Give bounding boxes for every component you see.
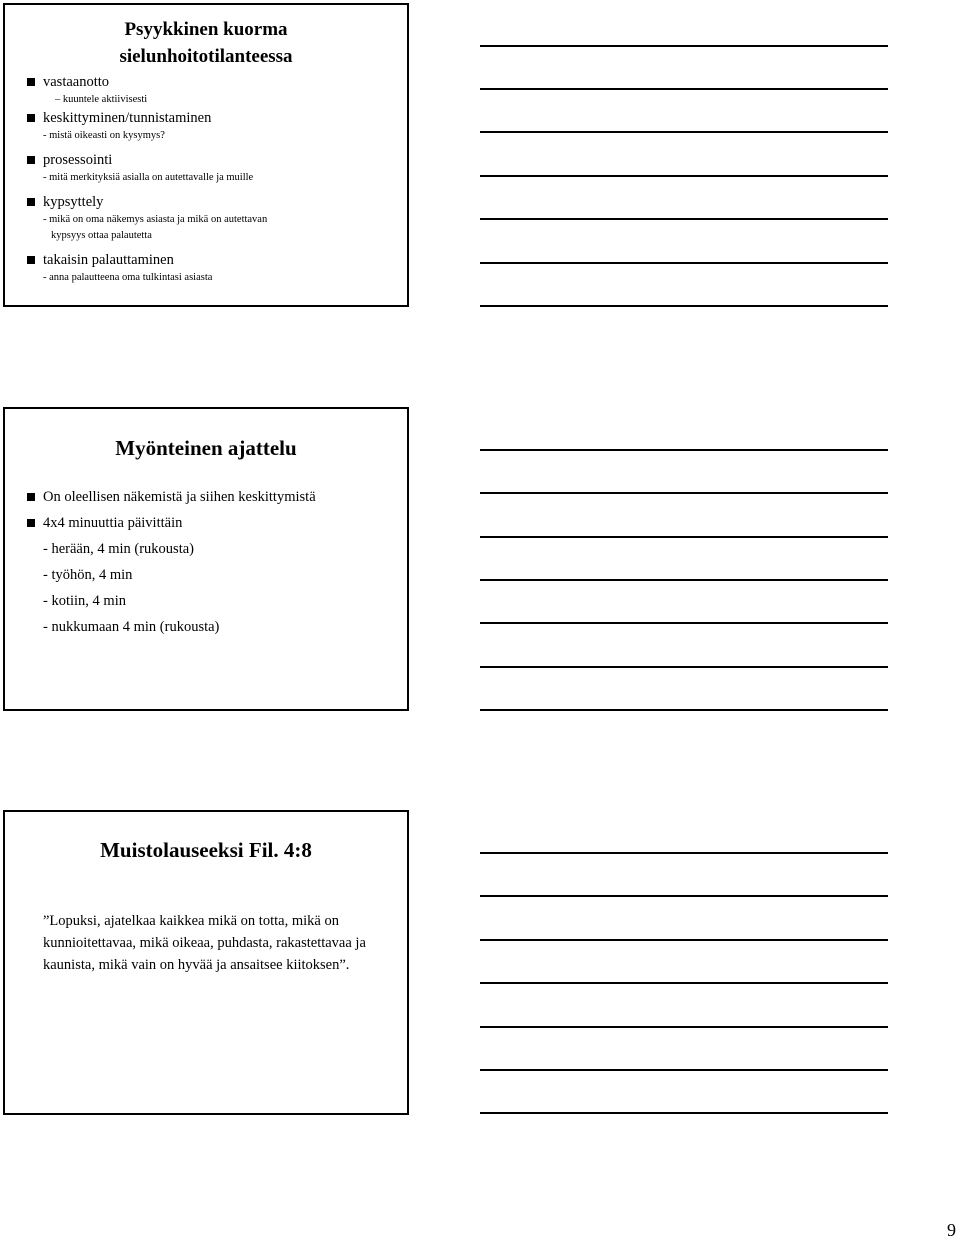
slide-1-title-line-2: sielunhoitotilanteessa — [119, 46, 293, 67]
list-item — [5, 108, 407, 128]
list-item — [5, 150, 407, 170]
bullet-text: keskittyminen/tunnistaminen — [43, 110, 212, 126]
sub-item: - herään, 4 min (rukousta) — [43, 541, 194, 557]
page-number: 9 — [947, 1220, 956, 1240]
square-bullet-icon — [27, 78, 35, 86]
square-bullet-icon — [27, 114, 35, 122]
note-line — [480, 45, 888, 47]
list-item — [5, 192, 407, 212]
bullet-text: On oleellisen näkemistä ja siihen keskittymistä — [43, 489, 316, 505]
slide-3-title: Muistolauseeksi Fil. 4:8 — [100, 838, 312, 862]
note-line — [480, 131, 888, 133]
slide-1 — [3, 3, 409, 307]
note-line — [480, 622, 888, 624]
note-line — [480, 88, 888, 90]
bullet-text: 4x4 minuuttia päivittäin — [43, 515, 183, 531]
bible-quote: ”Lopuksi, ajatelkaa kaikkea mikä on totta, mikä on kunnioitettavaa, mikä oikeaa, puhdasta, rakastettavaa ja kaunista, mikä vain on hyvää ja ansaitsee kiitoksen”. — [43, 913, 366, 973]
list-item — [5, 510, 407, 536]
square-bullet-icon — [27, 493, 35, 501]
note-line — [480, 579, 888, 581]
list-item — [5, 484, 407, 510]
slide-2 — [3, 407, 409, 711]
note-line — [480, 895, 888, 897]
list-item — [5, 250, 407, 270]
sub-item: - anna palautteena oma tulkintasi asiasta — [43, 272, 213, 283]
sub-item: - mikä on oma näkemys asiasta ja mikä on autettavan — [43, 214, 268, 225]
note-line — [480, 1026, 888, 1028]
slide-1-title — [5, 5, 407, 70]
note-line — [480, 449, 888, 451]
note-line — [480, 709, 888, 711]
note-line — [480, 666, 888, 668]
note-line — [480, 262, 888, 264]
square-bullet-icon — [27, 256, 35, 264]
sub-item: - kotiin, 4 min — [43, 593, 126, 609]
slide-3 — [3, 810, 409, 1115]
list-item — [5, 72, 407, 92]
sub-item: – kuuntele aktiivisesti — [55, 94, 148, 105]
note-line — [480, 1069, 888, 1071]
slide-1-list — [5, 72, 407, 286]
note-line — [480, 175, 888, 177]
note-line — [480, 536, 888, 538]
bullet-text: prosessointi — [43, 152, 113, 168]
square-bullet-icon — [27, 519, 35, 527]
note-line — [480, 939, 888, 941]
note-line — [480, 492, 888, 494]
note-line — [480, 218, 888, 220]
sub-item: - mitä merkityksiä asialla on autettavalle ja muille — [43, 172, 254, 183]
slide-1-title-line-1: Psyykkinen kuorma — [124, 19, 288, 40]
bullet-text: vastaanotto — [43, 74, 110, 90]
note-line — [480, 1112, 888, 1114]
note-line — [480, 305, 888, 307]
note-line — [480, 982, 888, 984]
sub-item: kypsyys ottaa palautetta — [51, 230, 152, 241]
square-bullet-icon — [27, 198, 35, 206]
sub-item: - mistä oikeasti on kysymys? — [43, 130, 165, 141]
square-bullet-icon — [27, 156, 35, 164]
bullet-text: takaisin palauttaminen — [43, 252, 174, 268]
bullet-text: kypsyttely — [43, 194, 104, 210]
note-line — [480, 852, 888, 854]
slide-2-title: Myönteinen ajattelu — [115, 436, 297, 460]
sub-item: - työhön, 4 min — [43, 567, 133, 583]
sub-item: - nukkumaan 4 min (rukousta) — [43, 619, 220, 635]
slide-2-list — [5, 484, 407, 640]
